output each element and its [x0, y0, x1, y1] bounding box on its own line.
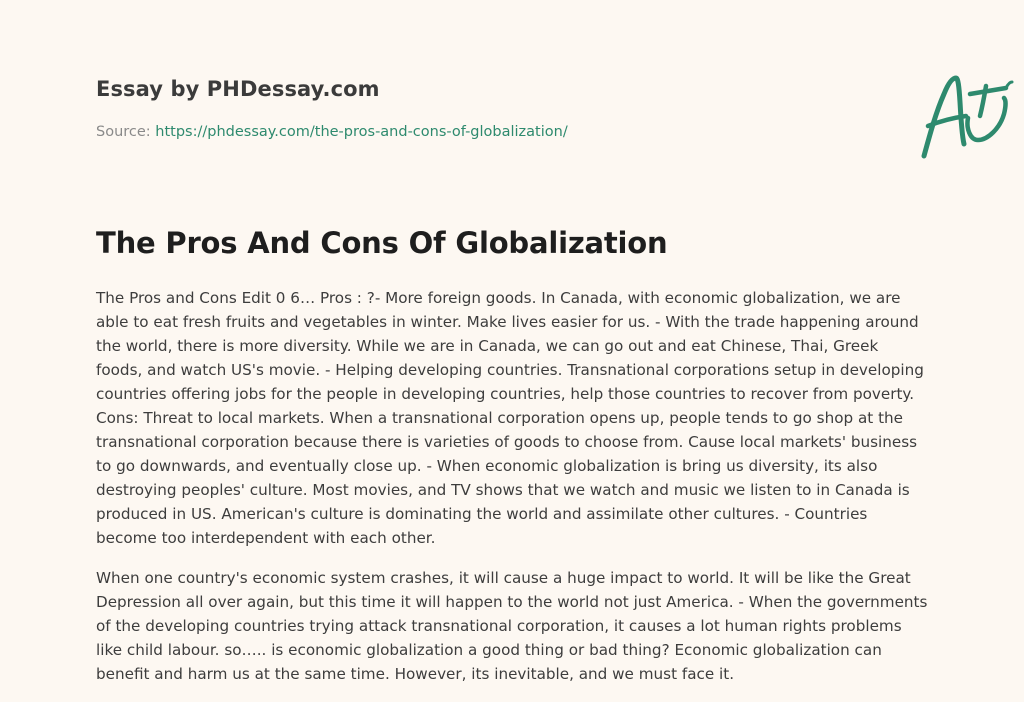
essay-page — [96, 0, 926, 700]
source-label: Source: — [96, 124, 151, 140]
source-line — [96, 124, 568, 140]
essay-body — [96, 286, 928, 702]
source-link[interactable]: https://phdessay.com/the-pros-and-cons-of-globalization/ — [155, 124, 568, 140]
a-plus-logo-icon — [920, 68, 1024, 164]
essay-paragraph: The Pros and Cons Edit 0 6… Pros : ?- More foreign goods. In Canada, with economic globalization, we are able to eat fresh fruits and vegetables in winter. Make lives easier for us. - With the trade happening around the world, there is more diversity. While we are in Canada, we can go out and eat Chinese, Thai, Greek foods, and watch US's movie. - Helping developing countries. Transnational corporations setup in developing countries offering jobs for the people in developing countries, help those countries to recover from poverty. Cons: Threat to local markets. When a transnational corporation opens up, people tends to go shop at the transnational corporation because there is varieties of goods to choose from. Cause local markets' business to go downwards, and eventually close up. - When economic globalization is bring us diversity, its also destroying peoples' culture. Most movies, and TV shows that we watch and music we listen to in Canada is produced in US. American's culture is dominating the world and assimilate other cultures. - Countries become too interdependent with each other. — [96, 289, 924, 547]
site-name: Essay by PHDessay.com — [96, 77, 380, 101]
essay-title: The Pros And Cons Of Globalization — [96, 226, 668, 260]
essay-paragraph: When one country's economic system crashes, it will cause a huge impact to world. It will be like the Great Depression all over again, but this time it will happen to the world not just America. - When the governments of the developing countries trying attack transnational corporation, it causes a lot human rights problems like child labour. so….. is economic globalization a good thing or bad thing? Economic globalization can benefit and harm us at the same time. However, its inevitable, and we must face it. — [96, 569, 928, 683]
